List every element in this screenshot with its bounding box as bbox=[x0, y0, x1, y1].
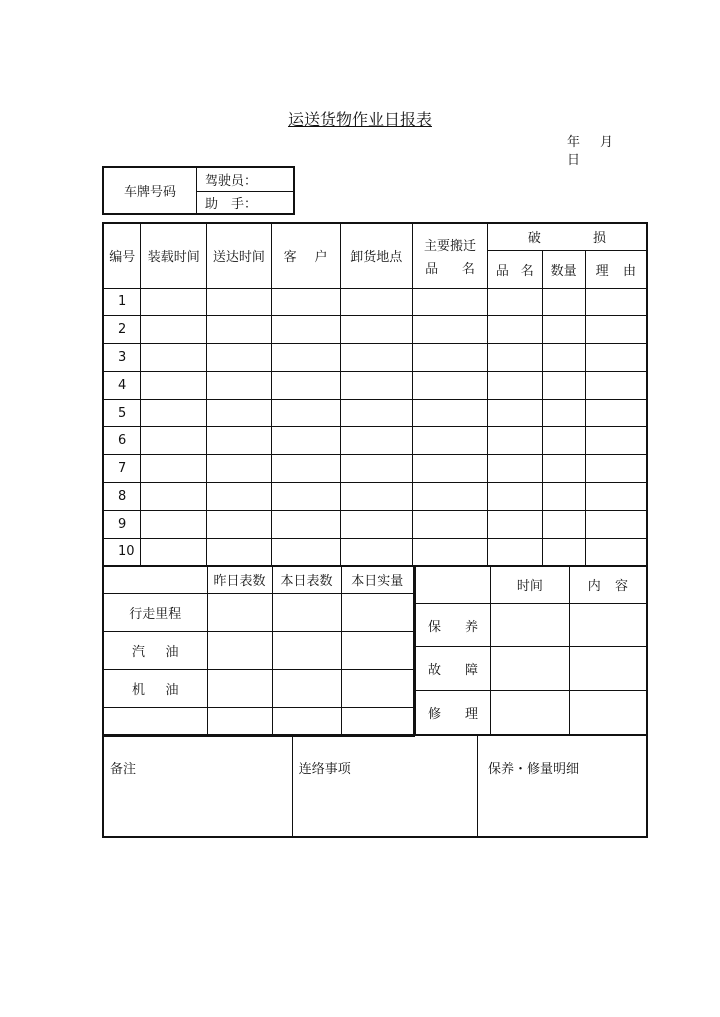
contact-cell[interactable] bbox=[292, 735, 477, 837]
table-row bbox=[103, 399, 647, 427]
header-deliver-time: 送达时间 bbox=[207, 223, 272, 288]
cell[interactable] bbox=[585, 344, 647, 372]
header-damage-item: 品 名 bbox=[487, 250, 542, 288]
cell[interactable] bbox=[413, 483, 488, 511]
table-row bbox=[103, 510, 647, 538]
cell[interactable] bbox=[271, 538, 340, 566]
cell[interactable] bbox=[413, 371, 488, 399]
cell[interactable] bbox=[271, 399, 340, 427]
assistant-label: 助 手： bbox=[197, 191, 295, 214]
table-row bbox=[103, 316, 647, 344]
cell[interactable] bbox=[413, 399, 488, 427]
row-oil: 机 油 bbox=[103, 670, 207, 708]
cell[interactable] bbox=[340, 510, 413, 538]
cell[interactable] bbox=[585, 455, 647, 483]
table-row bbox=[103, 483, 647, 511]
cell[interactable] bbox=[585, 483, 647, 511]
cell[interactable] bbox=[413, 427, 488, 455]
mileage-table bbox=[102, 565, 415, 737]
cell[interactable] bbox=[341, 594, 414, 632]
cell[interactable] bbox=[585, 288, 647, 316]
cell[interactable] bbox=[542, 455, 585, 483]
cell[interactable] bbox=[272, 670, 341, 708]
cell[interactable] bbox=[413, 316, 488, 344]
table-row bbox=[103, 344, 647, 372]
cell[interactable] bbox=[542, 510, 585, 538]
cell[interactable] bbox=[585, 510, 647, 538]
cell[interactable] bbox=[340, 316, 413, 344]
cell[interactable] bbox=[487, 510, 542, 538]
row-number: 7 bbox=[103, 455, 141, 483]
cell[interactable] bbox=[413, 538, 488, 566]
cell[interactable] bbox=[141, 455, 207, 483]
table-row bbox=[103, 455, 647, 483]
row-distance: 行走里程 bbox=[103, 594, 207, 632]
row-service: 保 养 bbox=[415, 604, 491, 647]
header-damage-reason: 理 由 bbox=[585, 250, 647, 288]
cell[interactable] bbox=[207, 483, 272, 511]
service-detail-cell[interactable] bbox=[478, 735, 647, 837]
cell[interactable] bbox=[141, 371, 207, 399]
date-month: 月 bbox=[600, 135, 614, 150]
cell[interactable] bbox=[207, 594, 272, 632]
cell[interactable] bbox=[585, 427, 647, 455]
cell[interactable] bbox=[207, 344, 272, 372]
cell[interactable] bbox=[340, 455, 413, 483]
cell[interactable] bbox=[271, 483, 340, 511]
cell[interactable] bbox=[207, 288, 272, 316]
cell[interactable] bbox=[141, 510, 207, 538]
cell[interactable] bbox=[103, 708, 207, 736]
remarks-cell[interactable] bbox=[103, 735, 292, 837]
cell[interactable] bbox=[585, 399, 647, 427]
cell[interactable] bbox=[491, 691, 570, 735]
cell[interactable] bbox=[542, 288, 585, 316]
cell[interactable] bbox=[207, 371, 272, 399]
vehicle-table bbox=[102, 166, 295, 215]
mileage-corner bbox=[103, 566, 207, 594]
cell[interactable] bbox=[340, 427, 413, 455]
cell[interactable] bbox=[340, 371, 413, 399]
cell[interactable] bbox=[487, 455, 542, 483]
cell[interactable] bbox=[542, 483, 585, 511]
header-damage: 破 损 bbox=[487, 223, 647, 250]
col-today: 本日表数 bbox=[272, 566, 341, 594]
cell[interactable] bbox=[207, 708, 272, 736]
cell[interactable] bbox=[141, 316, 207, 344]
col-actual: 本日实量 bbox=[341, 566, 414, 594]
col-yesterday: 昨日表数 bbox=[207, 566, 272, 594]
header-unload-place: 卸货地点 bbox=[340, 223, 413, 288]
cell[interactable] bbox=[340, 538, 413, 566]
cell[interactable] bbox=[207, 427, 272, 455]
cell[interactable] bbox=[207, 632, 272, 670]
cell[interactable] bbox=[542, 538, 585, 566]
cell[interactable] bbox=[271, 344, 340, 372]
header-no: 编号 bbox=[103, 223, 141, 288]
driver-label: 驾驶员： bbox=[197, 167, 295, 191]
cell[interactable] bbox=[141, 483, 207, 511]
row-number: 9 bbox=[103, 510, 141, 538]
row-number: 10 bbox=[103, 538, 141, 566]
cell[interactable] bbox=[272, 708, 341, 736]
cell[interactable] bbox=[487, 371, 542, 399]
cell[interactable] bbox=[413, 510, 488, 538]
row-number: 4 bbox=[103, 371, 141, 399]
cell[interactable] bbox=[141, 538, 207, 566]
cell[interactable] bbox=[207, 399, 272, 427]
cell[interactable] bbox=[487, 538, 542, 566]
cell[interactable] bbox=[585, 371, 647, 399]
cell[interactable] bbox=[271, 427, 340, 455]
maintenance-table bbox=[414, 565, 648, 736]
row-number: 3 bbox=[103, 344, 141, 372]
maintenance-corner bbox=[415, 566, 491, 604]
cell[interactable] bbox=[272, 594, 341, 632]
table-row bbox=[103, 538, 647, 566]
page-title: 运送货物作业日报表 bbox=[287, 110, 432, 129]
cell[interactable] bbox=[585, 538, 647, 566]
row-number: 2 bbox=[103, 316, 141, 344]
header-customer: 客 户 bbox=[271, 223, 340, 288]
cell[interactable] bbox=[542, 399, 585, 427]
cell[interactable] bbox=[340, 399, 413, 427]
header-damage-qty: 数量 bbox=[542, 250, 585, 288]
plate-label: 车牌号码 bbox=[103, 167, 197, 214]
cell[interactable] bbox=[413, 344, 488, 372]
cell[interactable] bbox=[141, 427, 207, 455]
notes-table bbox=[102, 734, 648, 838]
table-row bbox=[103, 371, 647, 399]
date-day: 日 bbox=[567, 153, 581, 168]
row-gas: 汽 油 bbox=[103, 632, 207, 670]
cell[interactable] bbox=[272, 632, 341, 670]
row-fault: 故 障 bbox=[415, 647, 491, 691]
col-content: 内 容 bbox=[569, 566, 647, 604]
cell[interactable] bbox=[487, 316, 542, 344]
row-number: 5 bbox=[103, 399, 141, 427]
cell[interactable] bbox=[487, 399, 542, 427]
cell[interactable] bbox=[487, 483, 542, 511]
table-row bbox=[103, 288, 647, 316]
cell[interactable] bbox=[542, 427, 585, 455]
cell[interactable] bbox=[542, 371, 585, 399]
cell[interactable] bbox=[141, 344, 207, 372]
cell[interactable] bbox=[487, 427, 542, 455]
cell[interactable] bbox=[542, 316, 585, 344]
contact-label: 连络事项 bbox=[298, 762, 351, 777]
cell[interactable] bbox=[340, 288, 413, 316]
cell[interactable] bbox=[491, 647, 570, 691]
cell[interactable] bbox=[271, 510, 340, 538]
delivery-table bbox=[102, 222, 648, 567]
cell[interactable] bbox=[141, 399, 207, 427]
service-detail-label: 保养・修量明细 bbox=[488, 762, 580, 777]
cell[interactable] bbox=[340, 483, 413, 511]
cell[interactable] bbox=[207, 510, 272, 538]
cell[interactable] bbox=[491, 604, 570, 647]
table-row bbox=[103, 427, 647, 455]
col-time: 时间 bbox=[491, 566, 570, 604]
cell[interactable] bbox=[271, 455, 340, 483]
header-load-time: 装载时间 bbox=[141, 223, 207, 288]
cell[interactable] bbox=[487, 288, 542, 316]
row-number: 6 bbox=[103, 427, 141, 455]
cell[interactable] bbox=[487, 344, 542, 372]
row-number: 1 bbox=[103, 288, 141, 316]
cell[interactable] bbox=[341, 632, 414, 670]
row-repair: 修 理 bbox=[415, 691, 491, 735]
date-year: 年 bbox=[567, 135, 581, 150]
cell[interactable] bbox=[569, 647, 647, 691]
cell[interactable] bbox=[585, 316, 647, 344]
cell[interactable] bbox=[341, 670, 414, 708]
cell[interactable] bbox=[569, 691, 647, 735]
cell[interactable] bbox=[271, 316, 340, 344]
row-number: 8 bbox=[103, 483, 141, 511]
cell[interactable] bbox=[141, 288, 207, 316]
cell[interactable] bbox=[207, 670, 272, 708]
cell[interactable] bbox=[340, 344, 413, 372]
cell[interactable] bbox=[413, 455, 488, 483]
cell[interactable] bbox=[569, 604, 647, 647]
cell[interactable] bbox=[413, 288, 488, 316]
header-main-goods: 主要搬迁 品 名 bbox=[413, 223, 488, 288]
remarks-label: 备注 bbox=[110, 762, 137, 777]
cell[interactable] bbox=[207, 538, 272, 566]
cell[interactable] bbox=[341, 708, 414, 736]
cell[interactable] bbox=[542, 344, 585, 372]
cell[interactable] bbox=[271, 288, 340, 316]
cell[interactable] bbox=[207, 455, 272, 483]
cell[interactable] bbox=[207, 316, 272, 344]
cell[interactable] bbox=[271, 371, 340, 399]
